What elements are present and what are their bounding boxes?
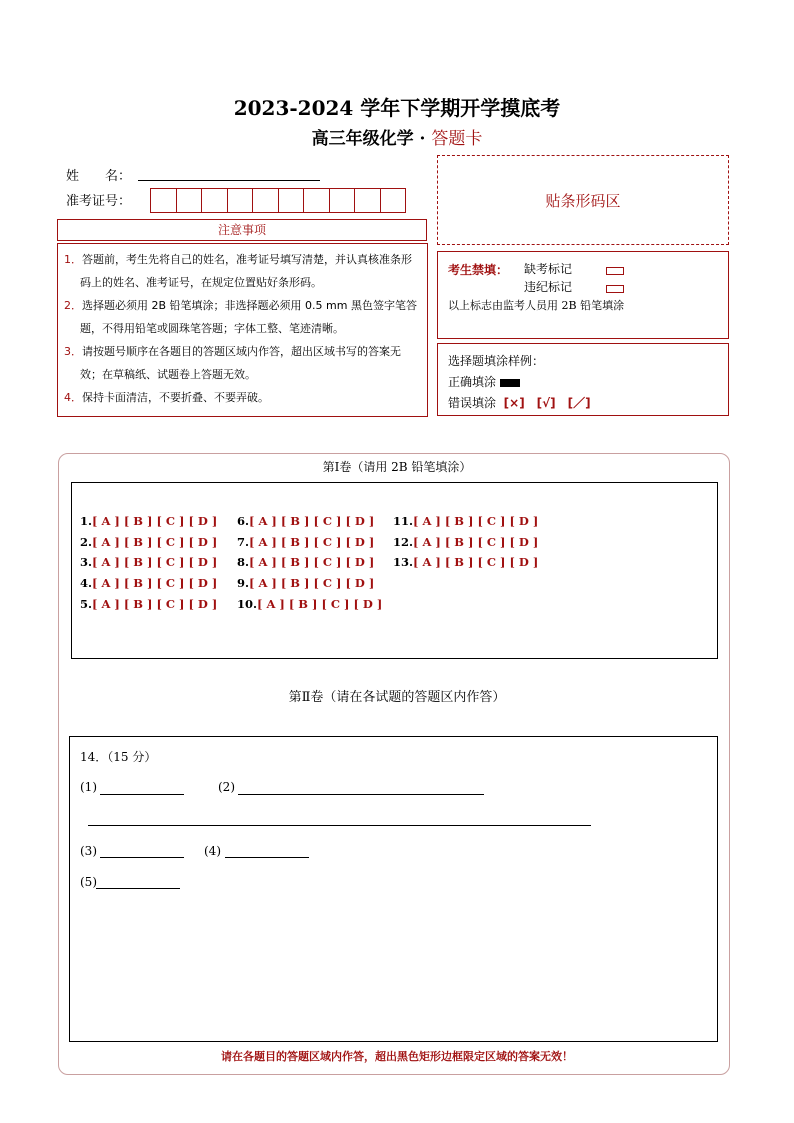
mc-question[interactable]: 11.[ A ] [ B ] [ C ] [ D ] bbox=[393, 514, 539, 528]
exam-id-digit[interactable] bbox=[227, 188, 254, 213]
violation-mark-box[interactable] bbox=[606, 281, 624, 295]
exam-id-boxes[interactable] bbox=[151, 188, 406, 213]
question-14-answer-box[interactable] bbox=[69, 736, 718, 1042]
fill-sample-box bbox=[437, 343, 729, 416]
mc-question[interactable]: 5.[ A ] [ B ] [ C ] [ D ] bbox=[80, 597, 218, 611]
notice-item: 2．选择题必须用 2B 铅笔填涂；非选择题必须用 0.5 mm 黑色签字笔答题，不得用铅笔或圆珠笔答题；字体工整、笔迹清晰。 bbox=[64, 299, 417, 335]
part-1-blank[interactable] bbox=[100, 794, 184, 795]
notice-item: 4．保持卡面清洁，不要折叠、不要弄破。 bbox=[64, 391, 269, 404]
part-5-blank[interactable] bbox=[96, 888, 180, 889]
examiner-note: 以上标志由监考人员用 2B 铅笔填涂 bbox=[448, 299, 625, 312]
mc-question[interactable]: 7.[ A ] [ B ] [ C ] [ D ] bbox=[237, 535, 375, 549]
mc-question[interactable]: 6.[ A ] [ B ] [ C ] [ D ] bbox=[237, 514, 375, 528]
exam-id-digit[interactable] bbox=[252, 188, 279, 213]
barcode-label: 贴条形码区 bbox=[545, 191, 621, 210]
notice-item: 1．答题前，考生先将自己的姓名，准考证号填写清楚，并认真核准条形码上的姓名、准考证号，在规定位置贴好条形码。 bbox=[64, 253, 412, 289]
mc-question[interactable]: 8.[ A ] [ B ] [ C ] [ D ] bbox=[237, 555, 375, 569]
exam-id-digit[interactable] bbox=[278, 188, 305, 213]
barcode-area bbox=[437, 155, 729, 245]
exam-id-digit[interactable] bbox=[176, 188, 203, 213]
absent-mark-box[interactable] bbox=[606, 263, 624, 277]
mc-question[interactable]: 4.[ A ] [ B ] [ C ] [ D ] bbox=[80, 576, 218, 590]
exam-id-digit[interactable] bbox=[303, 188, 330, 213]
correct-fill-row: 正确填涂 bbox=[448, 373, 520, 390]
mc-question[interactable]: 1.[ A ] [ B ] [ C ] [ D ] bbox=[80, 514, 218, 528]
exam-id-digit[interactable] bbox=[354, 188, 381, 213]
mc-question[interactable]: 10.[ A ] [ B ] [ C ] [ D ] bbox=[237, 597, 383, 611]
exam-id-digit[interactable] bbox=[150, 188, 177, 213]
part-2-label: (2) bbox=[218, 780, 235, 794]
examiner-only-box bbox=[437, 251, 729, 339]
exam-id-digit[interactable] bbox=[201, 188, 228, 213]
exam-id-digit[interactable] bbox=[329, 188, 356, 213]
section1-title: 第Ⅰ卷（请用 2B 铅笔填涂） bbox=[322, 460, 472, 474]
notice-heading: 注意事项 bbox=[57, 219, 427, 241]
subtitle-main: 高三年级化学 bbox=[311, 129, 414, 149]
section2-title: 第Ⅱ卷（请在各试题的答题区内作答） bbox=[288, 690, 506, 705]
fill-sample-title: 选择题填涂样例： bbox=[448, 354, 545, 368]
wrong-fill-marks: [×] [√] [／] bbox=[503, 396, 591, 410]
mc-question[interactable]: 9.[ A ] [ B ] [ C ] [ D ] bbox=[237, 576, 375, 590]
mc-question[interactable]: 12.[ A ] [ B ] [ C ] [ D ] bbox=[393, 535, 539, 549]
subtitle-dot: · bbox=[413, 129, 432, 149]
wrong-fill-row: 错误填涂 [×] [√] [／] bbox=[448, 396, 591, 410]
part-3-blank[interactable] bbox=[100, 857, 184, 858]
notice-box bbox=[57, 243, 428, 417]
part-5-label: (5) bbox=[80, 875, 97, 889]
multiple-choice-box bbox=[71, 482, 718, 659]
mc-question[interactable]: 2.[ A ] [ B ] [ C ] [ D ] bbox=[80, 535, 218, 549]
part-1-label: (1) bbox=[80, 780, 97, 794]
part-4-label: (4) bbox=[204, 844, 221, 858]
examiner-only-label: 考生禁填： bbox=[448, 263, 509, 277]
page-title: 2023-2024 学年下学期开学摸底考 bbox=[233, 96, 561, 120]
part-2-blank[interactable] bbox=[238, 794, 484, 795]
question-14-label: 14．（15 分） bbox=[80, 750, 157, 764]
name-field[interactable] bbox=[138, 180, 320, 181]
part-4-blank[interactable] bbox=[225, 857, 309, 858]
subtitle-answer-card: 答题卡 bbox=[431, 129, 483, 149]
correct-fill-mark bbox=[500, 379, 520, 387]
exam-id-label: 准考证号： bbox=[66, 194, 132, 209]
violation-mark-label: 违纪标记 bbox=[524, 280, 573, 294]
mc-question[interactable]: 13.[ A ] [ B ] [ C ] [ D ] bbox=[393, 555, 539, 569]
footer-warning: 请在各题目的答题区域内作答，超出黑色矩形边框限定区域的答案无效！ bbox=[221, 1050, 573, 1063]
absent-mark-label: 缺考标记 bbox=[524, 262, 573, 276]
name-label: 姓 名： bbox=[66, 169, 132, 184]
part-2-blank-continued[interactable] bbox=[88, 825, 591, 826]
mc-question[interactable]: 3.[ A ] [ B ] [ C ] [ D ] bbox=[80, 555, 218, 569]
page-subtitle bbox=[0, 124, 794, 149]
part-3-label: (3) bbox=[80, 844, 97, 858]
notice-item: 3．请按题号顺序在各题目的答题区域内作答，超出区域书写的答案无效；在草稿纸、试题卷上答题无效。 bbox=[64, 345, 401, 381]
exam-id-digit[interactable] bbox=[380, 188, 407, 213]
